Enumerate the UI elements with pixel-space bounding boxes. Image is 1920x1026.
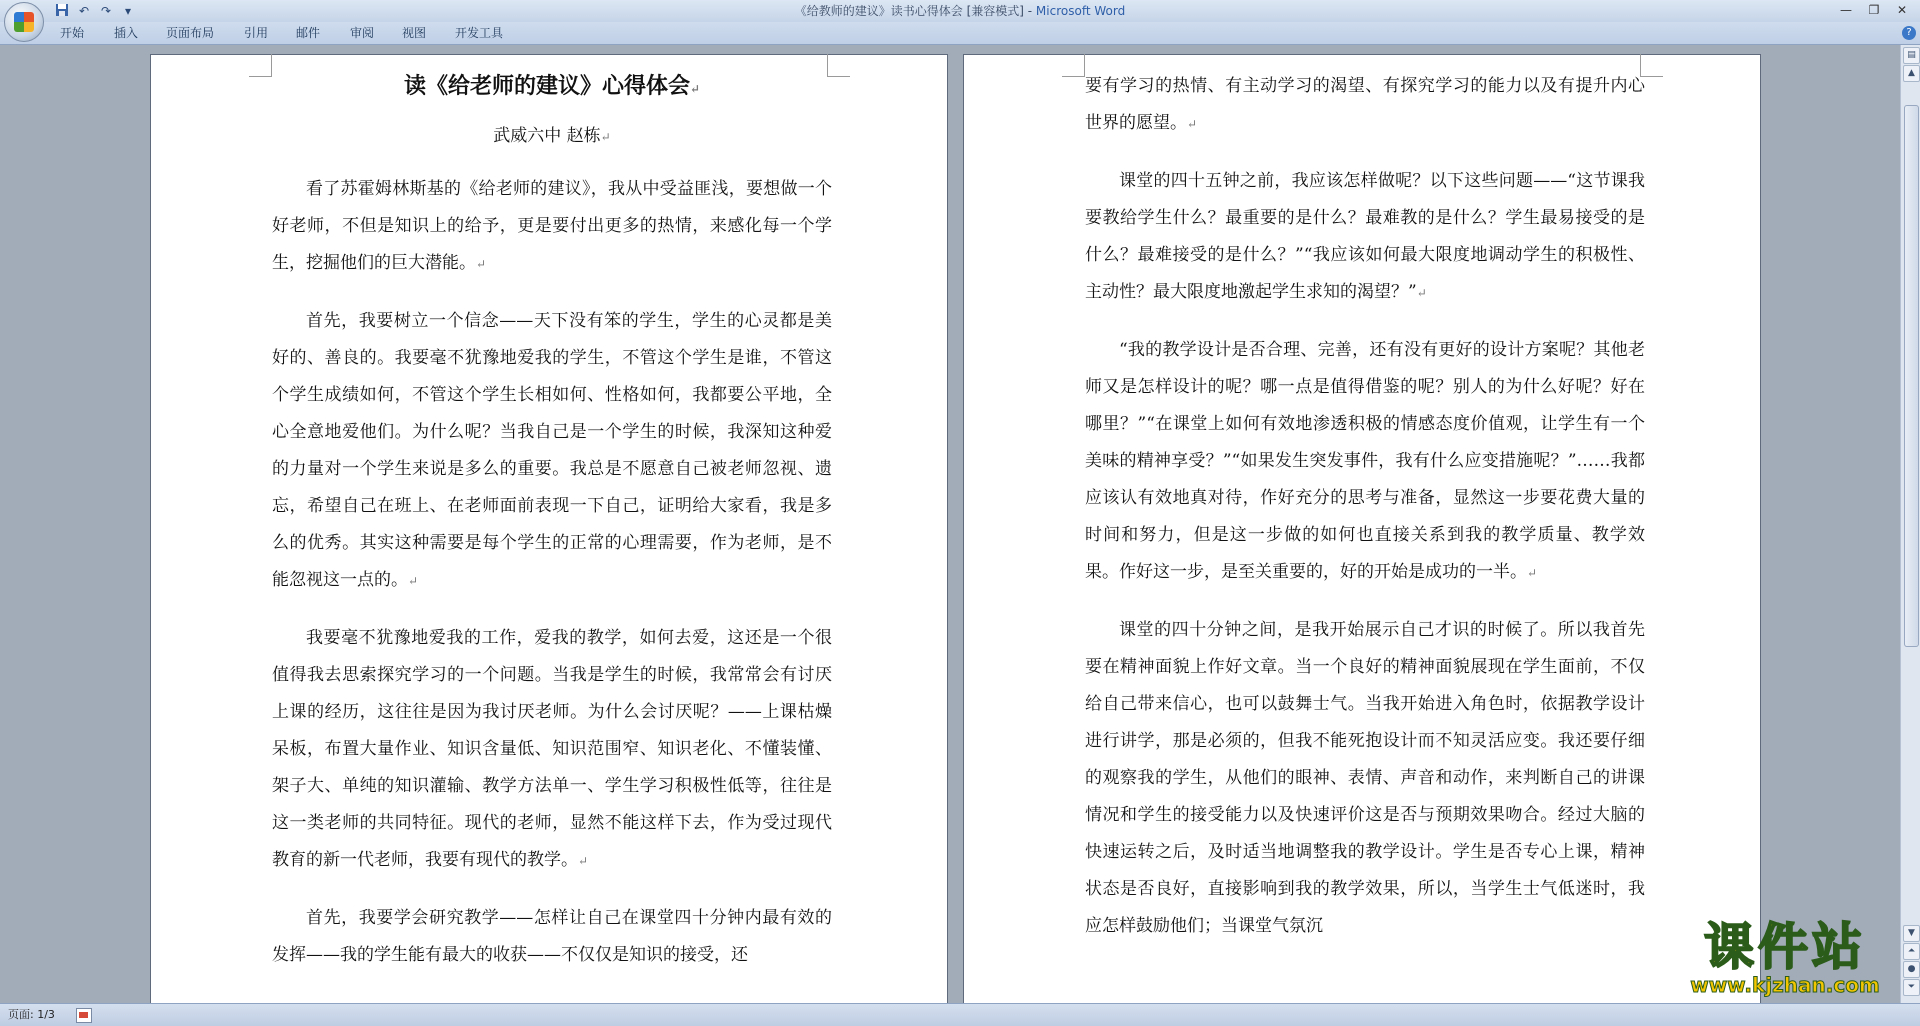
previous-page-icon[interactable]: ⏶ (1903, 943, 1920, 960)
window-title-brand: Microsoft Word (1035, 4, 1126, 18)
undo-icon[interactable]: ↶ (78, 4, 90, 18)
paragraph: “我的教学设计是否合理、完善，还有没有更好的设计方案呢？其他老师又是怎样设计的呢？哪一点是值得借鉴的呢？别人的为什么好呢？好在哪里？”“在课堂上如何有效地渗透积极的情感态度价值观，让学生有一个美味的精神享受？”“如果发生突发事件，我有什么应变措施呢？”……我都应该认有效地真对待，作好充分的思考与准备，显然这一步要花费大量的时间和努力，但是这一步做的如何也直接关系到我的教学质量、教学效果。作好这一步，是至关重要的，好的开始是成功的一半。↵ (1085, 340, 1645, 582)
office-logo-icon (14, 12, 34, 32)
next-page-icon[interactable]: ⏷ (1903, 979, 1920, 996)
restore-button[interactable]: ❐ (1868, 3, 1880, 17)
ribbon-tabs (0, 22, 1920, 45)
customize-qat-icon[interactable]: ▾ (124, 4, 132, 18)
paragraph: 首先，我要学会研究教学——怎样让自己在课堂四十分钟内最有效的发挥——我的学生能有最大的收获——不仅仅是知识的接受，还 (272, 908, 832, 965)
window-controls (1832, 0, 1916, 20)
page-indicator[interactable]: 页面: 1/3 (8, 1008, 55, 1021)
select-browse-object-icon[interactable]: ● (1903, 961, 1920, 978)
scroll-down-icon[interactable]: ▼ (1903, 925, 1920, 942)
scrollbar-thumb[interactable] (1904, 105, 1919, 647)
paragraph: 课堂的四十分钟之间，是我开始展示自己才识的时候了。所以我首先要在精神面貌上作好文章。当一个良好的精神面貌展现在学生面前，不仅给自己带来信心，也可以鼓舞士气。当我开始进入角色时，依据教学设计进行讲学，那是必须的，但我不能死抱设计而不知灵活应变。我还要仔细的观察我的学生，从他们的眼神、表情、声音和动作，来判断自己的讲课情况和学生的接受能力以及快速评价这是否与预期效果吻合。经过大脑的快速运转之后，及时适当地调整我的教学设计。学生是否专心上课，精神状态是否良好，直接影响到我的教学效果，所以，当学生士气低迷时，我应怎样鼓励他们；当课堂气氛沉 (1085, 620, 1645, 936)
watermark-title: 课件站 (1704, 918, 1866, 976)
close-button[interactable]: ✕ (1896, 3, 1908, 17)
title-bar (0, 0, 1920, 22)
document-author: 武威六中 赵栋↵ (493, 126, 611, 146)
document-title: 读《给老师的建议》心得体会↵ (403, 73, 701, 99)
ruler-toggle-icon[interactable]: ▤ (1903, 47, 1920, 64)
save-icon[interactable] (54, 3, 70, 19)
help-icon[interactable]: ? (1902, 26, 1916, 40)
paragraph: 课堂的四十五钟之前，我应该怎样做呢？以下这些问题——“这节课我要教给学生什么？最重要的是什么？最难教的是什么？学生最易接受的是什么？最难接受的是什么？”“我应该如何最大限度地调动学生的积极性、主动性？最大限度地激起学生求知的渴望？”↵ (1085, 171, 1645, 302)
paragraph: 看了苏霍姆林斯基的《给老师的建议》，我从中受益匪浅，要想做一个好老师，不但是知识上的给予，更是要付出更多的热情，来感化每一个学生，挖掘他们的巨大潜能。↵ (272, 179, 832, 273)
paragraph: 首先，我要树立一个信念——天下没有笨的学生，学生的心灵都是美好的、善良的。我要毫不犹豫地爱我的学生，不管这个学生是谁，不管这个学生成绩如何，不管这个学生长相如何、性格如何，我都要公平地，全心全意地爱他们。为什么呢？当我自己是一个学生的时候，我深知这种爱的力量对一个学生来说是多么的重要。我总是不愿意自己被老师忽视、遗忘，希望自己在班上、在老师面前表现一下自己，证明给大家看，我是多么的优秀。其实这种需要是每个学生的正常的心理需要，作为老师，是不能忽视这一点的。↵ (272, 311, 832, 590)
tab-view[interactable]: 视图 (402, 26, 427, 40)
left-page-body[interactable] (272, 55, 832, 974)
quick-access-toolbar (54, 3, 136, 19)
watermark-url: www.kjzhan.com (1690, 973, 1880, 997)
window-title (0, 0, 1920, 22)
document-page-right (963, 54, 1761, 1003)
tab-review[interactable]: 审阅 (350, 26, 375, 40)
redo-icon[interactable]: ↷ (100, 4, 112, 18)
tab-page-layout[interactable]: 页面布局 (166, 26, 215, 40)
crop-mark (1062, 54, 1085, 77)
scroll-up-icon[interactable]: ▲ (1903, 65, 1920, 82)
right-page-body[interactable] (1085, 68, 1645, 945)
document-page-left (150, 54, 948, 1003)
paragraph: 我要毫不犹豫地爱我的工作，爱我的教学，如何去爱，这还是一个很值得我去思索探究学习的一个问题。当我是学生的时候，我常常会有讨厌上课的经历，这往往是因为我讨厌老师。为什么会讨厌呢？——上课枯燥呆板，布置大量作业、知识含量低、知识范围窄、知识老化、不懂装懂、架子大、单纯的知识灌输、教学方法单一、学生学习积极性低等，往往是这一类老师的共同特征。现代的老师，显然不能这样下去，作为受过现代教育的新一代老师，我要有现代的教学。↵ (272, 628, 832, 870)
tab-mailings[interactable]: 邮件 (296, 26, 321, 40)
proofing-icon[interactable] (76, 1008, 92, 1023)
tab-insert[interactable]: 插入 (114, 26, 139, 40)
vertical-scrollbar[interactable] (1900, 45, 1920, 1003)
tab-home[interactable]: 开始 (60, 26, 85, 40)
window-title-text: 《给教师的建议》读书心得体会 [兼容模式] - (794, 4, 1036, 18)
office-button[interactable] (4, 2, 44, 42)
minimize-button[interactable]: — (1840, 3, 1852, 17)
watermark-logo (1660, 920, 1910, 1000)
document-workspace (0, 45, 1900, 1003)
crop-mark (249, 54, 272, 77)
tab-references[interactable]: 引用 (244, 26, 269, 40)
status-bar (0, 1003, 1920, 1026)
tab-developer[interactable]: 开发工具 (455, 26, 504, 40)
paragraph: 要有学习的热情、有主动学习的渴望、有探究学习的能力以及有提升内心世界的愿望。↵ (1085, 76, 1645, 133)
